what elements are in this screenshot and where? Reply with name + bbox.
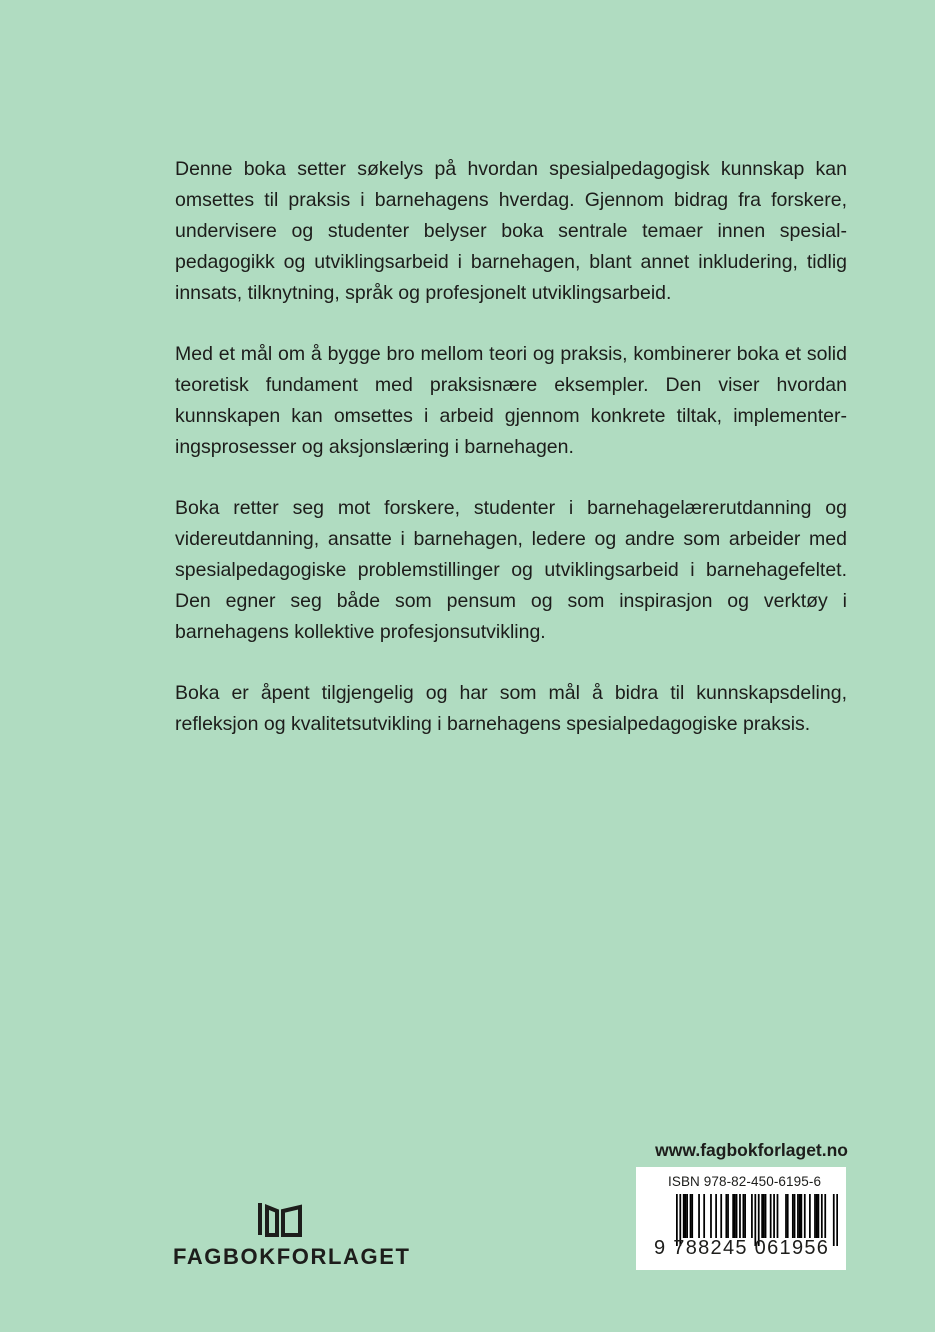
isbn-label: ISBN 978-82-450-6195-6 <box>668 1174 822 1189</box>
barcode-bar <box>739 1194 741 1238</box>
blurb-paragraph-2: Med et mål om å bygge bro mellom teori og praksis, kombinerer boka et solid teoretisk fundament med praksisnære eksempler. Den viser hvordan kunnskapen kan omsettes i arbeid gjennom konkrete tiltak, implementeringsprosesser og aksjonslæring i barnehagen. <box>175 343 847 458</box>
barcode-bar <box>686 1194 688 1238</box>
barcode-bar <box>818 1194 820 1238</box>
barcode-bar <box>763 1194 765 1238</box>
publisher-url: www.fagbokforlaget.no <box>655 1140 848 1160</box>
barcode-bar <box>744 1194 746 1238</box>
barcode-bar <box>685 1194 687 1238</box>
barcode-bar <box>814 1194 816 1238</box>
barcode-bar <box>785 1194 787 1238</box>
isbn-barcode-box <box>636 1167 846 1270</box>
barcode-bar <box>799 1194 801 1238</box>
barcode-bar <box>836 1194 838 1246</box>
barcode-bar <box>690 1194 692 1238</box>
barcode-bar <box>773 1194 775 1238</box>
barcode-bar <box>765 1194 767 1238</box>
barcode-bar <box>794 1194 796 1238</box>
barcode-bar <box>698 1194 700 1238</box>
back-cover-blurb <box>175 154 847 770</box>
barcode-bar <box>703 1194 705 1238</box>
barcode-bar <box>720 1194 722 1238</box>
barcode-bar <box>734 1194 736 1238</box>
barcode-bar <box>725 1194 727 1238</box>
barcode-bar <box>710 1194 712 1238</box>
fagbokforlaget-logo-icon <box>257 1201 303 1237</box>
blurb-paragraph-1: Denne boka setter søkelys på hvordan spesialpedagogisk kunnskap kan omsettes til praksis i barnehagens hverdag. Gjennom bidrag fra forskere, undervisere og studenter belyser boka sentrale temaer innen spesialpedagogikk og utviklingsarbeid i barnehagen, blant annet inkludering, tidlig innsats, tilknytning, språk og profesjonelt utviklingsarbeid. <box>175 158 847 304</box>
barcode-bar <box>777 1194 779 1238</box>
barcode-digits: 9 788245 061956 <box>654 1237 830 1259</box>
barcode-bar <box>800 1194 802 1238</box>
barcode-bar <box>833 1194 835 1246</box>
barcode-bar <box>691 1194 693 1238</box>
barcode-bar <box>727 1194 729 1238</box>
barcode-bar <box>824 1194 826 1238</box>
barcode-bar <box>804 1194 806 1238</box>
barcode-bar <box>816 1194 818 1238</box>
blurb-paragraph-4: Boka er åpent tilgjengelig og har som mål å bidra til kunnskapsdeling, refleksjon og kvalitetsutvikling i barnehagens spesialpedagogiske praksis. <box>175 682 847 735</box>
barcode-bar <box>770 1194 772 1238</box>
barcode-bar <box>683 1194 685 1238</box>
publisher-name: FAGBOKFORLAGET <box>173 1244 411 1269</box>
barcode-bar <box>743 1194 745 1238</box>
barcode-bar <box>797 1194 799 1238</box>
barcode-bar <box>821 1194 823 1238</box>
blurb-paragraph-3: Boka retter seg mot forskere, studenter i barnehagelærerutdanning og videreutdanning, ansatte i barnehagen, ledere og andre som arbeider med spesialpedagogiske problemstillinger og utviklingsarbeid i barnehagefeltet. Den egner seg både som pensum og som inspirasjon og verktøy i barnehagens kollektive profesjonsutvikling. <box>175 497 847 643</box>
barcode-bar <box>787 1194 789 1238</box>
barcode-bar <box>732 1194 734 1238</box>
barcode-bar <box>809 1194 811 1238</box>
barcode-bar <box>715 1194 717 1238</box>
barcode-bar <box>751 1194 753 1238</box>
barcode-bar <box>792 1194 794 1238</box>
barcode-bar <box>736 1194 738 1238</box>
barcode-bar <box>761 1194 763 1238</box>
